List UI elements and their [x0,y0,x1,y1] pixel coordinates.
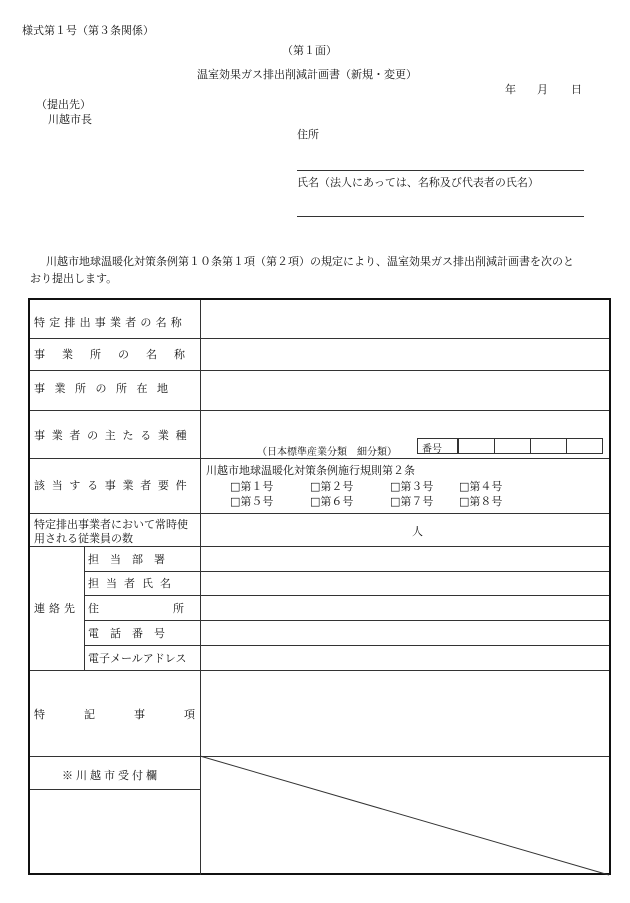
page-label: （第１面） [282,44,337,57]
reception-diagonal [200,756,609,875]
address-underline[interactable] [297,170,584,171]
address-label: 住所 [297,128,319,141]
industry-number-digit-4[interactable] [566,438,603,454]
name-label: 氏名（法人にあっては、名称及び代表者の氏名） [297,176,539,189]
label-contact: 連絡先 [34,602,79,615]
label-office-address: 事業所の所在地 [34,382,178,395]
date-month: 月 [537,83,548,96]
industry-number-digit-1[interactable] [458,438,495,454]
checkbox-item-4[interactable]: □第４号 [459,480,503,493]
employee-count-unit: 人 [412,525,423,538]
label-person-in-charge: 担当者氏名 [88,577,178,590]
industry-number-label: 番号 [422,444,442,455]
industry-number-digit-2[interactable] [494,438,531,454]
label-office-name: 事業所の名称 [34,348,202,361]
date-year: 年 [505,83,516,96]
industry-number-label-box [417,438,458,454]
checkbox-item-6[interactable]: □第６号 [310,495,354,508]
label-department: 担当部署 [88,553,176,566]
date-day: 日 [571,83,582,96]
addressee-name: 川越市長 [48,113,92,126]
document-title: 温室効果ガス排出削減計画書（新規・変更） [197,68,417,81]
addressee-label: （提出先） [36,98,91,111]
name-underline[interactable] [297,216,584,217]
label-applicable-requirements: 該当する事業者要件 [34,479,194,492]
intro-line-2: おり提出します。 [30,272,118,285]
checkbox-item-5[interactable]: □第５号 [230,495,274,508]
requirements-rule: 川越市地球温暖化対策条例施行規則第２条 [206,464,415,477]
checkbox-item-1[interactable]: □第１号 [230,480,274,493]
intro-line-1: 川越市地球温暖化対策条例第１０条第１項（第２項）の規定により、温室効果ガス排出削減計画書を次のと [46,255,574,268]
label-employee-count-line2: 用される従業員の数 [34,532,133,545]
label-designated-emitter-name [34,314,194,330]
checkbox-item-7[interactable]: □第７号 [390,495,434,508]
checkbox-item-8[interactable]: □第８号 [459,495,503,508]
label-special-notes: 特記事項 [34,708,234,721]
label-phone-number: 電話番号 [88,627,176,640]
industry-number-digit-3[interactable] [530,438,567,454]
form-number: 様式第１号（第３条関係） [22,24,154,37]
label-text: 特定排出事業者の名称 [34,316,186,329]
label-main-industry: 事業者の主たる業種 [34,429,194,442]
checkbox-item-3[interactable]: □第３号 [390,480,434,493]
industry-classification-note: （日本標準産業分類 細分類） [257,447,397,458]
label-employee-count-line1: 特定排出事業者において常時使 [34,518,188,531]
label-contact-address: 住所 [88,602,258,615]
label-reception: ※川越市受付欄 [62,769,160,782]
label-email-address: 電子メールアドレス [88,652,187,665]
table-divider-contact [84,546,85,670]
checkbox-item-2[interactable]: □第２号 [310,480,354,493]
